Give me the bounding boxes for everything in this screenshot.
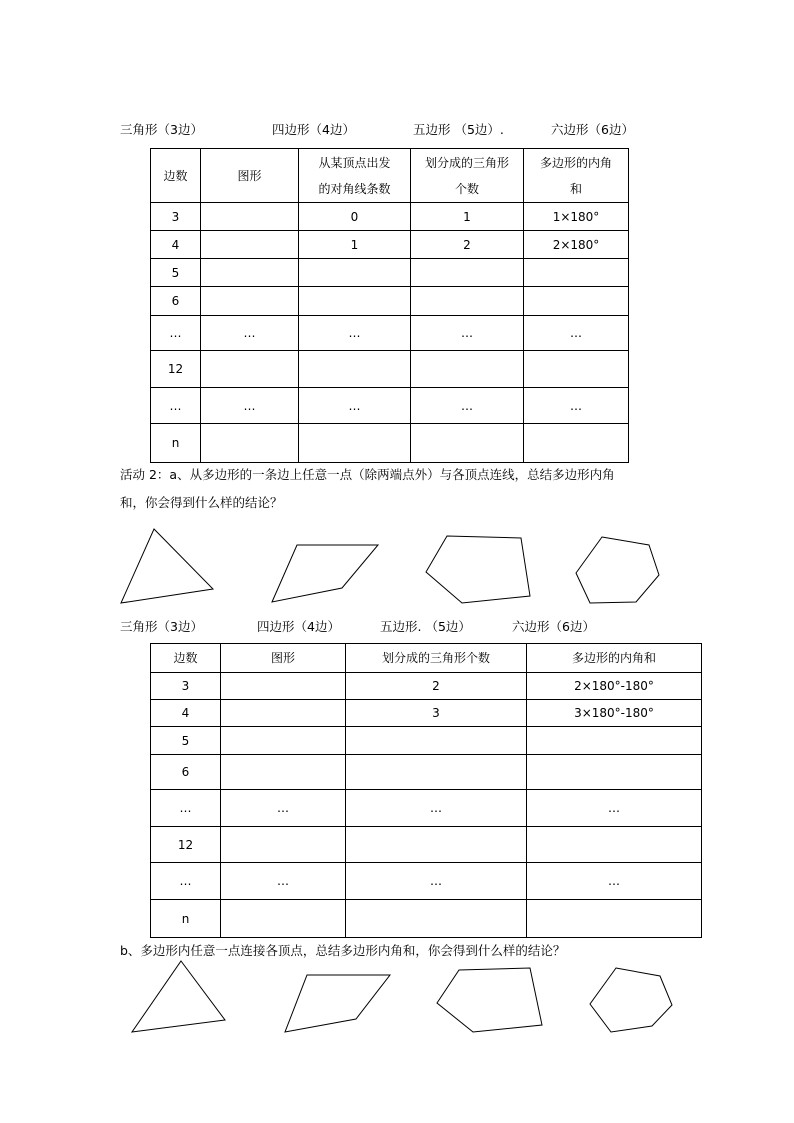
table-cell: 3 bbox=[151, 673, 221, 700]
table-cell: 2×180°-180° bbox=[527, 673, 702, 700]
header-cell: 边数 bbox=[151, 644, 221, 673]
table-header-row bbox=[151, 149, 629, 203]
table-row bbox=[151, 790, 702, 827]
table-cell bbox=[524, 287, 629, 316]
table-cell bbox=[346, 727, 527, 755]
table-cell: … bbox=[527, 863, 702, 900]
table-cell bbox=[201, 203, 299, 231]
table-cell: … bbox=[524, 388, 629, 424]
table-row bbox=[151, 700, 702, 727]
polygon-point-on-side-table bbox=[150, 643, 702, 938]
table-row bbox=[151, 351, 629, 388]
table-cell bbox=[527, 755, 702, 790]
table-cell: 1 bbox=[299, 231, 411, 259]
table-cell: 5 bbox=[151, 259, 201, 287]
label-hexagon-1: 六边形（6边） bbox=[551, 122, 634, 137]
table-cell: … bbox=[346, 790, 527, 827]
table-cell: … bbox=[201, 388, 299, 424]
table-cell bbox=[201, 351, 299, 388]
header-cell: 边数 bbox=[151, 149, 201, 203]
label-pentagon-1: 五边形 （5边）. bbox=[413, 122, 504, 137]
activity-b-line-1: b、多边形内任意一点连接各顶点，总结多边形内角和，你会得到什么样的结论？ bbox=[120, 943, 566, 958]
table-cell: 2 bbox=[411, 231, 524, 259]
table-cell: … bbox=[221, 863, 346, 900]
hexagon-shape bbox=[590, 968, 672, 1032]
table-cell: 5 bbox=[151, 727, 221, 755]
table-cell bbox=[221, 700, 346, 727]
table-cell: 0 bbox=[299, 203, 411, 231]
table-row bbox=[151, 863, 702, 900]
table-row bbox=[151, 827, 702, 863]
table-cell: … bbox=[151, 388, 201, 424]
table-cell: … bbox=[201, 316, 299, 351]
table-cell: … bbox=[151, 790, 221, 827]
table-cell bbox=[524, 351, 629, 388]
table-row bbox=[151, 203, 629, 231]
table-cell bbox=[299, 259, 411, 287]
table-row bbox=[151, 727, 702, 755]
table-cell bbox=[346, 900, 527, 938]
table-cell bbox=[527, 727, 702, 755]
label-triangle-2: 三角形（3边） bbox=[120, 619, 203, 634]
table-cell: 12 bbox=[151, 827, 221, 863]
table-header-row bbox=[151, 644, 702, 673]
table-row bbox=[151, 231, 629, 259]
table-row bbox=[151, 287, 629, 316]
table-row bbox=[151, 673, 702, 700]
header-cell: 划分成的三角形个数 bbox=[346, 644, 527, 673]
table-cell: 6 bbox=[151, 755, 221, 790]
table-cell bbox=[221, 755, 346, 790]
pentagon-shape bbox=[426, 536, 530, 603]
table-cell bbox=[221, 900, 346, 938]
table-cell bbox=[201, 287, 299, 316]
table-cell: 3 bbox=[346, 700, 527, 727]
table-cell: … bbox=[151, 863, 221, 900]
table-cell bbox=[299, 424, 411, 463]
label-quadrilateral-1: 四边形（4边） bbox=[272, 122, 355, 137]
table-cell: … bbox=[299, 388, 411, 424]
table-cell: … bbox=[346, 863, 527, 900]
hexagon-shape bbox=[576, 537, 659, 603]
table-cell bbox=[299, 287, 411, 316]
table-row bbox=[151, 316, 629, 351]
table-cell: 4 bbox=[151, 700, 221, 727]
table-cell: 4 bbox=[151, 231, 201, 259]
table-cell: … bbox=[411, 388, 524, 424]
table-cell: … bbox=[299, 316, 411, 351]
table-cell: … bbox=[221, 790, 346, 827]
activity-2-line-2: 和，你会得到什么样的结论？ bbox=[120, 495, 283, 510]
table-cell: 12 bbox=[151, 351, 201, 388]
table-row bbox=[151, 900, 702, 938]
pentagon-shape bbox=[437, 968, 542, 1032]
polygon-diagonal-table bbox=[150, 148, 629, 463]
table-cell bbox=[524, 424, 629, 463]
table-cell: 2 bbox=[346, 673, 527, 700]
table-cell bbox=[524, 259, 629, 287]
label-pentagon-2: 五边形. （5边） bbox=[380, 619, 471, 634]
table-cell: … bbox=[411, 316, 524, 351]
table-cell bbox=[201, 424, 299, 463]
table-cell bbox=[527, 827, 702, 863]
table-cell: 2×180° bbox=[524, 231, 629, 259]
table-cell: … bbox=[524, 316, 629, 351]
triangle-shape bbox=[121, 529, 213, 603]
table-cell: 3×180°-180° bbox=[527, 700, 702, 727]
table-cell bbox=[201, 259, 299, 287]
table-cell: 3 bbox=[151, 203, 201, 231]
table-cell: n bbox=[151, 424, 201, 463]
table-cell bbox=[299, 351, 411, 388]
table-cell bbox=[221, 727, 346, 755]
table-cell bbox=[411, 351, 524, 388]
table-cell: … bbox=[151, 316, 201, 351]
table-cell bbox=[346, 827, 527, 863]
header-cell: 多边形的内角和 bbox=[527, 644, 702, 673]
header-cell: 从某顶点出发 的对角线条数 bbox=[299, 149, 411, 203]
table-row bbox=[151, 388, 629, 424]
table-cell bbox=[221, 827, 346, 863]
table-cell bbox=[201, 231, 299, 259]
quadrilateral-shape bbox=[285, 975, 390, 1032]
table-cell bbox=[411, 424, 524, 463]
header-cell: 图形 bbox=[201, 149, 299, 203]
table-cell: 1 bbox=[411, 203, 524, 231]
table-cell: n bbox=[151, 900, 221, 938]
table-cell: … bbox=[527, 790, 702, 827]
label-quadrilateral-2: 四边形（4边） bbox=[257, 619, 340, 634]
table-cell: 6 bbox=[151, 287, 201, 316]
table-cell bbox=[346, 755, 527, 790]
label-triangle-1: 三角形（3边） bbox=[120, 122, 203, 137]
table-cell bbox=[411, 259, 524, 287]
table-cell bbox=[411, 287, 524, 316]
label-hexagon-2: 六边形（6边） bbox=[512, 619, 595, 634]
header-cell: 多边形的内角 和 bbox=[524, 149, 629, 203]
table-row bbox=[151, 755, 702, 790]
header-cell: 划分成的三角形 个数 bbox=[411, 149, 524, 203]
quadrilateral-shape bbox=[272, 545, 378, 602]
table-cell bbox=[527, 900, 702, 938]
triangle-shape bbox=[132, 961, 225, 1032]
table-row bbox=[151, 259, 629, 287]
activity-2-line-1: 活动 2：a、从多边形的一条边上任意一点（除两端点外）与各顶点连线，总结多边形内角 bbox=[120, 467, 615, 482]
table-cell: 1×180° bbox=[524, 203, 629, 231]
table-cell bbox=[221, 673, 346, 700]
header-cell: 图形 bbox=[221, 644, 346, 673]
table-row bbox=[151, 424, 629, 463]
